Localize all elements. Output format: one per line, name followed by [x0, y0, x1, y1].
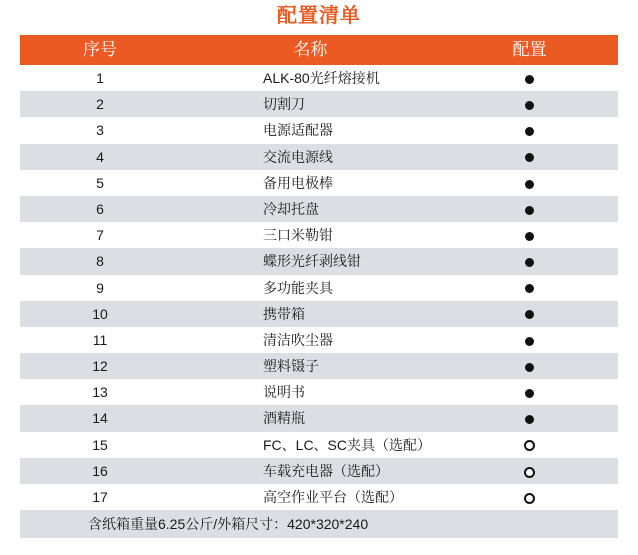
- row-config: [441, 327, 618, 353]
- row-item-name: 三口米勒钳: [263, 227, 333, 244]
- row-config: [441, 301, 618, 327]
- table-row: [20, 275, 618, 301]
- row-index: 17: [92, 489, 108, 505]
- row-config: [441, 144, 618, 170]
- row-index: 16: [92, 462, 108, 479]
- filled-circle-icon: [525, 180, 534, 189]
- row-index: 5: [96, 174, 104, 191]
- row-item-name: ALK-80光纤熔接机: [263, 70, 380, 86]
- config-table: [20, 35, 618, 538]
- table-row: [20, 170, 618, 196]
- table-row: [20, 379, 618, 405]
- row-item-name: 冷却托盘: [263, 200, 319, 217]
- row-config: [441, 222, 618, 248]
- hollow-circle-icon: [524, 493, 535, 504]
- row-config: [441, 248, 618, 274]
- filled-circle-icon: [525, 153, 534, 162]
- row-config: [441, 432, 618, 458]
- filled-circle-icon: [525, 232, 534, 241]
- table-row: [20, 484, 618, 510]
- filled-circle-icon: [525, 337, 534, 346]
- row-index: 1: [96, 70, 104, 86]
- row-config: [441, 91, 618, 117]
- table-row: [20, 117, 618, 143]
- row-index: 2: [96, 96, 104, 113]
- row-index: 6: [96, 200, 104, 217]
- row-item-name: 多功能夹具: [263, 279, 333, 296]
- row-config: [441, 65, 618, 91]
- filled-circle-icon: [525, 75, 534, 84]
- row-item-name: 备用电极棒: [263, 174, 333, 191]
- row-index: 8: [96, 253, 104, 270]
- row-config: [441, 458, 618, 484]
- row-config: [441, 405, 618, 431]
- filled-circle-icon: [525, 127, 534, 136]
- row-index: 9: [96, 279, 104, 296]
- table-row: [20, 248, 618, 274]
- row-config: [441, 117, 618, 143]
- table-body: [20, 65, 618, 510]
- table-row: [20, 65, 618, 91]
- row-index: 10: [92, 305, 108, 322]
- header-index: 序号: [83, 40, 117, 59]
- row-index: 3: [96, 122, 104, 139]
- table-row: [20, 405, 618, 431]
- row-item-name: 电源适配器: [263, 122, 333, 139]
- row-item-name: 车载充电器（选配）: [263, 462, 389, 479]
- row-index: 11: [92, 331, 108, 348]
- table-row: [20, 353, 618, 379]
- row-config: [441, 196, 618, 222]
- hollow-circle-icon: [524, 467, 535, 478]
- filled-circle-icon: [525, 101, 534, 110]
- row-index: 4: [96, 148, 104, 165]
- row-item-name: 切割刀: [263, 96, 305, 113]
- row-item-name: 携带箱: [263, 305, 305, 322]
- hollow-circle-icon: [524, 440, 535, 451]
- table-row: [20, 458, 618, 484]
- row-config: [441, 484, 618, 510]
- row-item-name: 说明书: [263, 384, 305, 401]
- table-row: [20, 222, 618, 248]
- filled-circle-icon: [525, 258, 534, 267]
- table-footer: 含纸箱重量6.25公斤/外箱尺寸：420*320*240: [20, 510, 618, 538]
- row-item-name: 交流电源线: [263, 148, 333, 165]
- row-config: [441, 275, 618, 301]
- row-index: 13: [92, 384, 108, 401]
- row-item-name: 清洁吹尘器: [263, 331, 333, 348]
- page-title: 配置清单: [277, 5, 361, 27]
- row-item-name: 酒精瓶: [263, 410, 305, 427]
- row-item-name: 塑料镊子: [263, 358, 319, 375]
- row-item-name: 高空作业平台（选配）: [263, 489, 403, 505]
- table-row: [20, 196, 618, 222]
- table-row: [20, 91, 618, 117]
- row-index: 15: [92, 436, 108, 453]
- filled-circle-icon: [525, 363, 534, 372]
- row-config: [441, 379, 618, 405]
- row-config: [441, 170, 618, 196]
- table-row: [20, 144, 618, 170]
- filled-circle-icon: [525, 310, 534, 319]
- filled-circle-icon: [525, 284, 534, 293]
- filled-circle-icon: [525, 206, 534, 215]
- table-row: [20, 301, 618, 327]
- row-index: 14: [92, 410, 108, 427]
- table-row: [20, 432, 618, 458]
- table-row: [20, 327, 618, 353]
- row-item-name: 蝶形光纤剥线钳: [263, 253, 361, 270]
- row-index: 7: [96, 227, 104, 244]
- row-config: [441, 353, 618, 379]
- filled-circle-icon: [525, 389, 534, 398]
- filled-circle-icon: [525, 415, 534, 424]
- header-name: 名称: [293, 40, 328, 59]
- row-item-name: FC、LC、SC夹具（选配）: [263, 436, 432, 453]
- table-header: [20, 35, 618, 65]
- header-config: 配置: [512, 40, 547, 59]
- row-index: 12: [92, 358, 108, 375]
